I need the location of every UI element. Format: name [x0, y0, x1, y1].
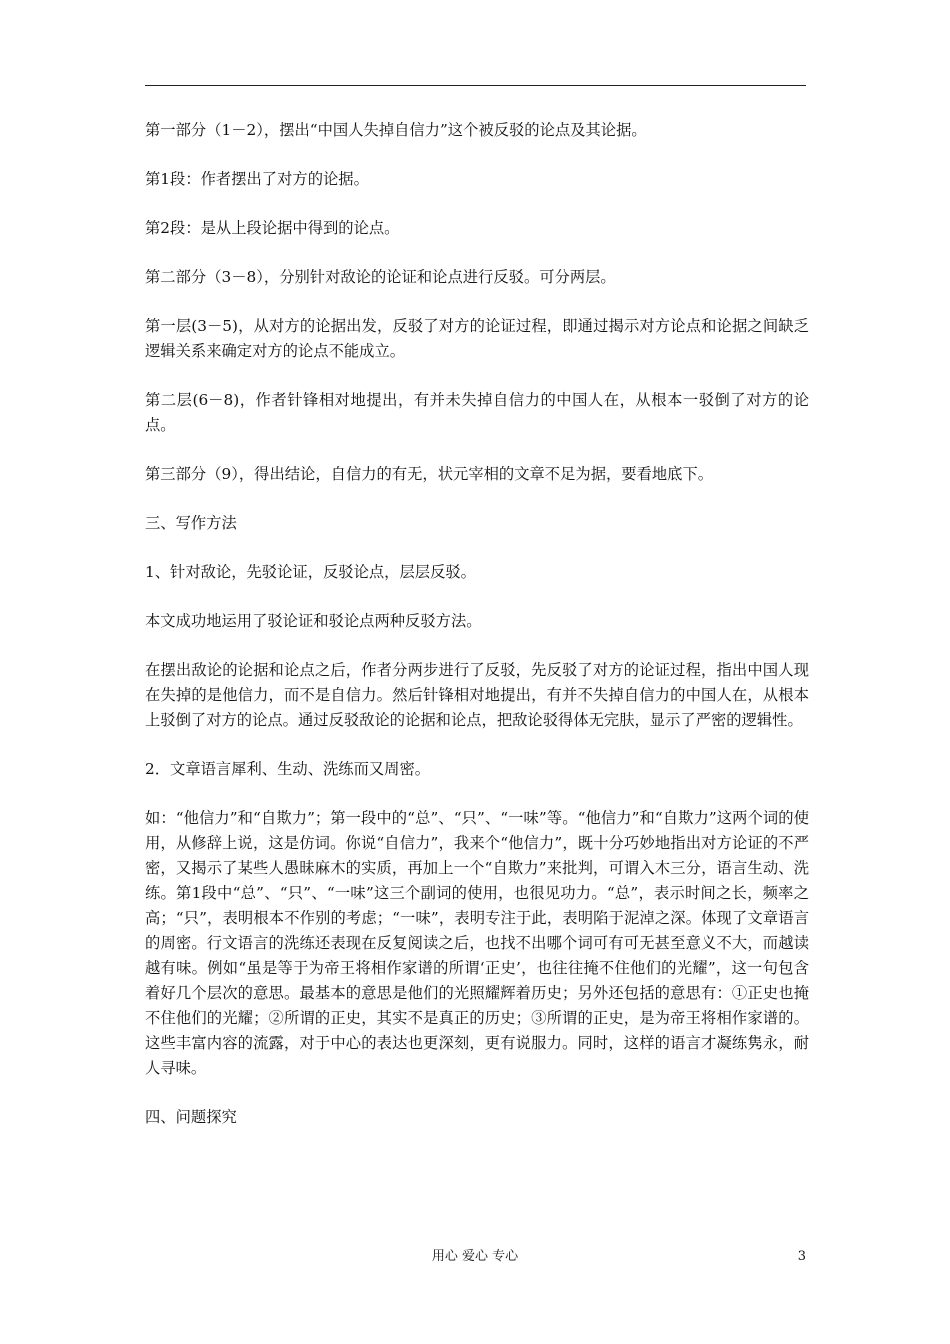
- body-text: [145, 118, 809, 1154]
- paragraph-method-one-summary: 本文成功地运用了驳论证和驳论点两种反驳方法。: [145, 612, 482, 630]
- paragraph-layer-one: 第一层(3－5)，从对方的论据出发，反驳了对方的论证过程，即通过揭示对方论点和论据之间缺乏逻辑关系来确定对方的论点不能成立。: [145, 317, 809, 360]
- paragraph-part-two: 第二部分（3－8），分别针对敌论的论证和论点进行反驳。可分两层。: [145, 268, 616, 286]
- page-number: 3: [797, 1249, 806, 1264]
- paragraph-section-1: 第1段：作者摆出了对方的论据。: [145, 170, 369, 188]
- paragraph-section-2: 第2段：是从上段论据中得到的论点。: [145, 219, 400, 237]
- paragraph-method-two-detail: 如：“他信力”和“自欺力”；第一段中的“总”、“只”、“一味”等。“他信力”和“自欺力”这两个词的使用，从修辞上说，这是仿词。你说“自信力”，我来个“他信力”，既十分巧妙地指出对方论证的不严密，又揭示了某些人愚昧麻木的实质，再加上一个“自欺力”来批判，可谓入木三分，语言生动、洗练。第1段中“总”、“只”、“一味”这三个副词的使用，也很见功力。“总”，表示时间之长，频率之高；“只”，表明根本不作别的考虑；“一味”，表明专注于此，表明陷于泥淖之深。体现了文章语言的周密。行文语言的洗练还表现在反复阅读之后，也找不出哪个词可有可无甚至意义不大，而越读越有味。例如“虽是等于为帝王将相作家谱的所谓‘正史’，也往往掩不住他们的光耀”，这一句包含着好几个层次的意思。最基本的意思是他们的光照耀辉着历史；另外还包括的意思有：①正史也掩不住他们的光耀；②所谓的正史，其实不是真正的历史；③所谓的正史，是为帝王将相作家谱的。这些丰富内容的流露，对于中心的表达也更深刻，更有说服力。同时，这样的语言才凝练隽永，耐人寻味。: [145, 809, 809, 1077]
- paragraph-method-one-detail: 在摆出敌论的论据和论点之后，作者分两步进行了反驳，先反驳了对方的论证过程，指出中国人现在失掉的是他信力，而不是自信力。然后针锋相对地提出，有并不失掉自信力的中国人在，从根本上驳倒了对方的论点。通过反驳敌论的论据和论点，把敌论驳得体无完肤，显示了严密的逻辑性。: [145, 661, 809, 729]
- footer-motto: 用心 爱心 专心: [431, 1249, 519, 1264]
- header-rule: [145, 85, 806, 86]
- paragraph-part-one: 第一部分（1－2），摆出“中国人失掉自信力”这个被反驳的论点及其论据。: [145, 121, 647, 139]
- paragraph-method-one: 1、针对敌论，先驳论证，反驳论点，层层反驳。: [145, 563, 476, 581]
- paragraph-layer-two: 第二层(6－8)，作者针锋相对地提出，有并未失掉自信力的中国人在，从根本一驳倒了对方的论点。: [145, 391, 809, 434]
- paragraph-method-two: 2．文章语言犀利、生动、洗练而又周密。: [145, 760, 431, 778]
- paragraph-part-three: 第三部分（9），得出结论，自信力的有无，状元宰相的文章不足为据，要看地底下。: [145, 465, 714, 483]
- heading-writing-methods: 三、写作方法: [145, 514, 237, 532]
- heading-problem-inquiry: 四、问题探究: [145, 1108, 237, 1126]
